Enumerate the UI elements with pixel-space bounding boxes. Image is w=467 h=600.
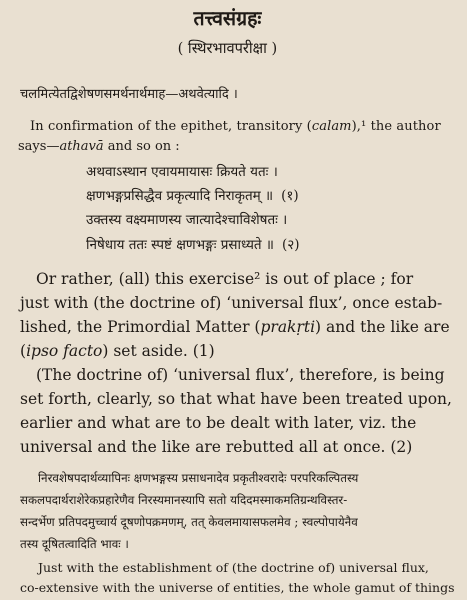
translation-line-7: earlier and what are to be dealt with later, viz. the <box>20 414 417 432</box>
commentary-line-4: तस्य दूषितत्वादिति भावः । <box>20 537 129 551</box>
translation-line-4: (ipso facto) set aside. (1) <box>20 342 215 360</box>
commentary-line-1: निरवशेषपदार्थव्यापिनः क्षणभङ्गस्य प्रसाधनादेव प्रकृतीश्वरादेः परपरिकल्पितस्य <box>38 471 359 485</box>
verse-2-line-b: निषेधाय ततः स्पष्टं क्षणभङ्गः प्रसाध्यते ॥ (२) <box>86 237 300 253</box>
verse-2-number: (२) <box>282 237 300 253</box>
intro-sanskrit: चलमित्येतद्विशेषणसमर्थनार्थमाह—अथवेत्यादि । <box>20 87 238 102</box>
verse-1-line-b: क्षणभङ्गप्रसिद्धैव प्रकृत्यादि निराकृतम् ॥ (१) <box>86 188 299 204</box>
verse-1-number: (१) <box>281 188 299 204</box>
page-title: तत्त्वसंग्रहः <box>193 6 262 30</box>
translation-line-8: universal and the like are rebutted all at once. (2) <box>20 438 413 456</box>
translation-line-1: Or rather, (all) this exercise² is out of place ; for <box>36 270 414 288</box>
translation-line-6: set forth, clearly, so that what have been treated upon, <box>20 390 452 408</box>
translation-line-3: lished, the Primordial Matter (prakṛti) and the like are <box>20 318 450 336</box>
bottom-line-2: co-extensive with the universe of entities, the whole gamut of things <box>20 580 455 595</box>
commentary-line-3: सन्दर्भेण प्रतिपदमुच्चार्य दूषणोपक्रमणम्, तत् केवलमायासफलमेव ; स्वल्पोपायेनैव <box>20 515 358 529</box>
confirmation-line-1: In confirmation of the epithet, transitory (calam),¹ the author <box>30 119 441 134</box>
bottom-line-1: Just with the establishment of (the doctrine of) universal flux, <box>38 560 429 575</box>
translation-line-2: just with (the doctrine of) ‘universal flux’, once estab- <box>20 294 443 312</box>
confirmation-line-2: says—athavā and so on : <box>18 139 180 154</box>
section-subtitle: ( स्थिरभावपरीक्षा ) <box>177 39 278 57</box>
translation-line-5: (The doctrine of) ‘universal flux’, therefore, is being <box>36 366 445 384</box>
verse-1-line-a: अथवाऽस्थान एवायमायासः क्रियते यतः । <box>86 164 278 180</box>
verse-2-line-a: उक्तस्य वक्ष्यमाणस्य जात्यादेश्चाविशेषतः । <box>86 212 288 228</box>
commentary-line-2: सकलपदार्थराशेरेकप्रहारेणैव निरस्यमानस्यापि सतो यदिदमस्माकमतिग्रन्थविस्तर- <box>20 493 348 507</box>
